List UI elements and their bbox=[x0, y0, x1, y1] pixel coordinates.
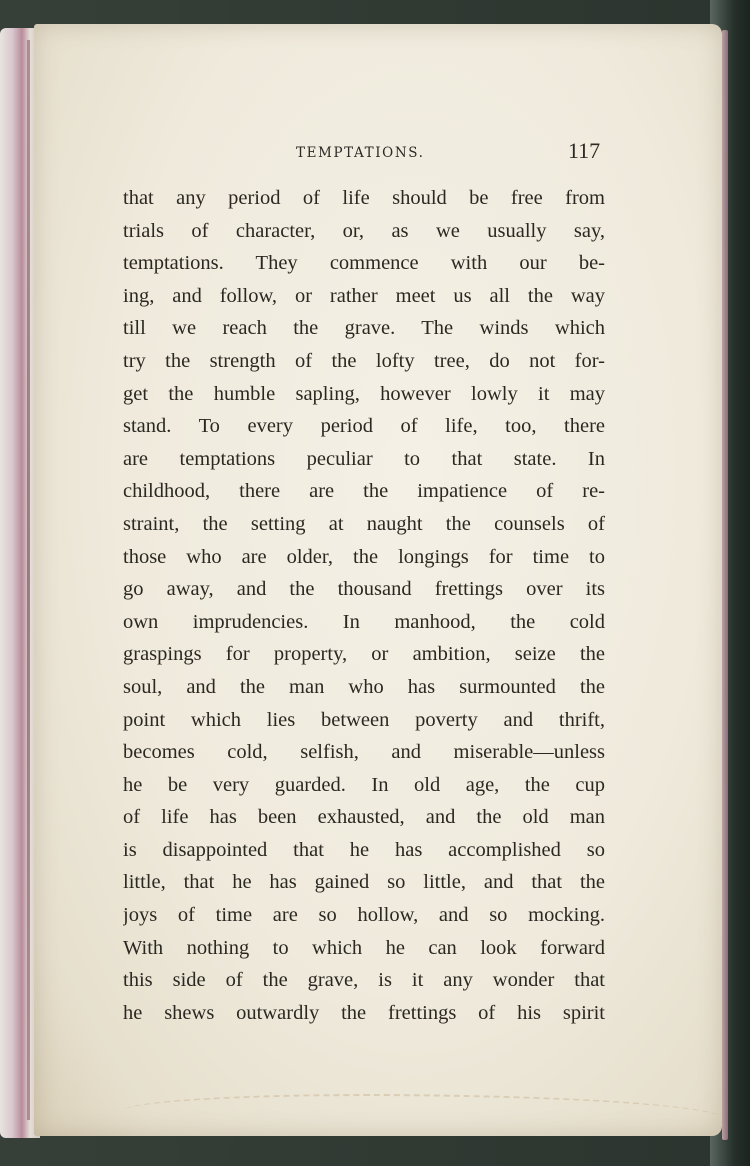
text-line: of life has been exhausted, and the old man bbox=[123, 806, 605, 829]
text-line: becomes cold, selfish, and miserable—unless bbox=[123, 741, 605, 764]
text-line: childhood, there are the impatience of re- bbox=[123, 480, 605, 503]
text-line: are temptations peculiar to that state. In bbox=[123, 447, 605, 470]
text-line: point which lies between poverty and thrift, bbox=[123, 708, 605, 731]
running-title: TEMPTATIONS. bbox=[296, 145, 425, 161]
text-line: trials of character, or, as we usually say, bbox=[123, 219, 605, 242]
page-header bbox=[34, 138, 722, 168]
cover-trim bbox=[722, 30, 728, 1140]
book-page bbox=[34, 24, 722, 1136]
text-line: stand. To every period of life, too, there bbox=[123, 415, 605, 438]
text-line: straint, the setting at naught the counsels of bbox=[123, 512, 605, 535]
text-line: he shews outwardly the frettings of his spirit bbox=[123, 1001, 605, 1024]
water-stain bbox=[124, 1094, 724, 1136]
text-line: own imprudencies. In manhood, the cold bbox=[123, 610, 605, 633]
text-line: is disappointed that he has accomplished so bbox=[123, 838, 605, 861]
binding-shadow bbox=[27, 40, 30, 1120]
text-line: temptations. They commence with our be- bbox=[123, 252, 605, 275]
text-line: ing, and follow, or rather meet us all the way bbox=[123, 284, 605, 307]
text-line: With nothing to which he can look forward bbox=[123, 936, 605, 959]
text-line: graspings for property, or ambition, seize the bbox=[123, 643, 605, 666]
text-line: get the humble sapling, however lowly it may bbox=[123, 382, 605, 405]
text-line: those who are older, the longings for time to bbox=[123, 545, 605, 568]
text-line: joys of time are so hollow, and so mocking. bbox=[123, 904, 605, 927]
text-line: try the strength of the lofty tree, do not for- bbox=[123, 349, 605, 372]
text-line: till we reach the grave. The winds which bbox=[123, 317, 605, 340]
text-line: that any period of life should be free from bbox=[123, 187, 605, 209]
text-line: go away, and the thousand frettings over its bbox=[123, 578, 605, 601]
text-line: he be very guarded. In old age, the cup bbox=[123, 773, 605, 796]
text-line: little, that he has gained so little, and that the bbox=[123, 871, 605, 894]
body-text bbox=[123, 182, 605, 1029]
text-line: soul, and the man who has surmounted the bbox=[123, 675, 605, 698]
page-number: 117 bbox=[568, 138, 601, 163]
text-line: this side of the grave, is it any wonder that bbox=[123, 969, 605, 992]
